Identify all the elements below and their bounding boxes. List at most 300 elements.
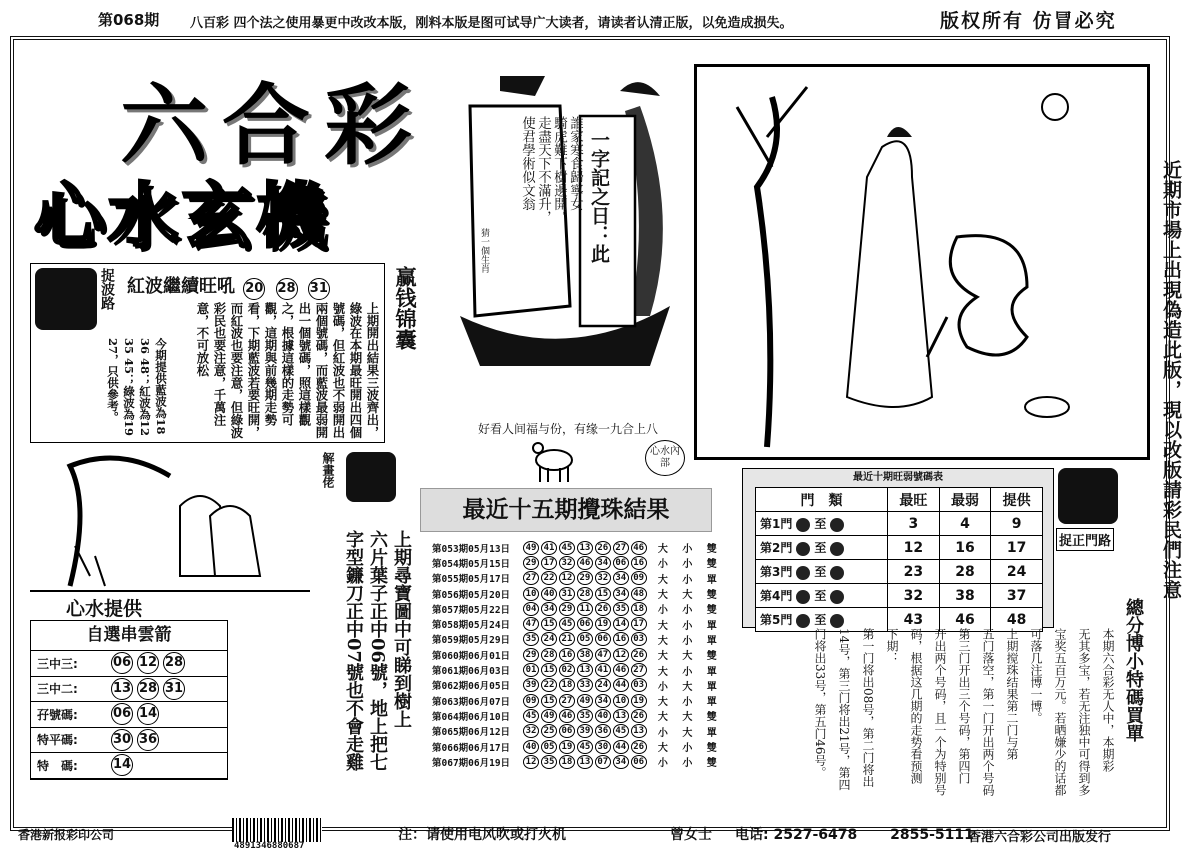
results-row bbox=[432, 754, 722, 769]
results-ball: 13 bbox=[613, 709, 629, 723]
catch-wave-label: 捉波路 bbox=[99, 268, 115, 310]
results-period: 第055期05月17日 bbox=[432, 574, 511, 586]
contact-name: 曾女士 bbox=[670, 827, 712, 843]
results-size-label: 單 bbox=[706, 620, 717, 632]
range-ball-icon bbox=[796, 566, 810, 580]
headline-number: 31 bbox=[308, 278, 330, 300]
poem-line: 騎虎難下樹邊開。 bbox=[551, 116, 567, 224]
results-size-label: 大 bbox=[657, 635, 668, 647]
general-line: 无其多宝，若无注独中可得到多 bbox=[1077, 628, 1091, 796]
results-table bbox=[432, 540, 722, 769]
results-ball: 18 bbox=[559, 755, 575, 769]
results-ball: 06 bbox=[613, 556, 629, 570]
general-line: 开出两个号码，且一个为特别号 bbox=[933, 628, 947, 796]
xinshui-row bbox=[31, 728, 227, 754]
range-ball-icon bbox=[796, 542, 810, 556]
results-period: 第054期05月15日 bbox=[432, 558, 511, 570]
stats-header: 最旺 bbox=[888, 488, 940, 512]
results-ball: 19 bbox=[559, 740, 575, 754]
stats-give: 37 bbox=[991, 584, 1043, 608]
issue-number: 第068期 bbox=[98, 11, 160, 29]
results-row bbox=[432, 647, 722, 662]
results-ball: 29 bbox=[523, 556, 539, 570]
results-size-label: 小 bbox=[657, 758, 668, 770]
results-size-label: 小 bbox=[682, 574, 693, 586]
results-ball: 32 bbox=[559, 556, 575, 570]
results-size-label: 雙 bbox=[706, 590, 717, 602]
results-ball: 12 bbox=[613, 648, 629, 662]
stats-min: 38 bbox=[939, 584, 991, 608]
general-line: 门将出33号，第五门46号。 bbox=[813, 628, 827, 779]
arc-text: 好看人间福与份，有缘一九合上八 bbox=[477, 422, 658, 436]
results-row bbox=[432, 662, 722, 677]
results-ball: 07 bbox=[595, 755, 611, 769]
results-ball: 22 bbox=[541, 571, 557, 585]
results-size-label: 雙 bbox=[706, 544, 717, 556]
results-ball: 46 bbox=[631, 541, 647, 555]
header-bar bbox=[0, 0, 1190, 36]
results-size-label: 雙 bbox=[706, 605, 717, 617]
poem-line: 走盡天下不滿升， bbox=[535, 116, 551, 224]
results-ball: 34 bbox=[595, 694, 611, 708]
results-period: 第058期05月24日 bbox=[432, 620, 511, 632]
results-ball: 34 bbox=[541, 602, 557, 616]
results-ball: 40 bbox=[595, 709, 611, 723]
results-ball: 06 bbox=[577, 617, 593, 631]
results-ball: 09 bbox=[631, 571, 647, 585]
results-ball: 06 bbox=[595, 632, 611, 646]
results-size-label: 大 bbox=[682, 651, 693, 663]
results-ball: 16 bbox=[559, 648, 575, 662]
results-ball: 33 bbox=[577, 678, 593, 692]
range-ball-icon bbox=[830, 542, 844, 556]
results-ball: 44 bbox=[613, 678, 629, 692]
results-ball: 27 bbox=[523, 571, 539, 585]
results-ball: 27 bbox=[631, 663, 647, 677]
door-label: 第2門 bbox=[760, 541, 793, 555]
results-size-label: 雙 bbox=[706, 651, 717, 663]
results-ball: 27 bbox=[613, 541, 629, 555]
stats-give: 9 bbox=[991, 512, 1043, 536]
stats-door bbox=[756, 584, 888, 608]
results-ball: 13 bbox=[631, 724, 647, 738]
range-to: 至 bbox=[814, 589, 827, 603]
range-ball-icon bbox=[830, 590, 844, 604]
poem-note: 猜一個生肖 bbox=[479, 228, 489, 273]
contact-phones bbox=[735, 824, 974, 844]
results-ball: 41 bbox=[541, 541, 557, 555]
results-ball: 29 bbox=[577, 571, 593, 585]
door-label: 第1門 bbox=[760, 517, 793, 531]
ship-poem bbox=[498, 116, 582, 326]
scholars-illustration bbox=[30, 446, 310, 596]
catch-wave-headline bbox=[127, 272, 332, 300]
results-row bbox=[432, 632, 722, 647]
results-row bbox=[432, 540, 722, 555]
results-ball: 40 bbox=[541, 587, 557, 601]
results-ball: 11 bbox=[577, 602, 593, 616]
results-ball: 34 bbox=[595, 556, 611, 570]
results-ball: 28 bbox=[541, 648, 557, 662]
tel-2: 2855-5111 bbox=[890, 827, 974, 843]
results-row bbox=[432, 739, 722, 754]
results-period: 第056期05月20日 bbox=[432, 589, 511, 601]
results-size-label: 小 bbox=[682, 758, 693, 770]
general-line: 下期： bbox=[885, 628, 899, 664]
results-ball: 30 bbox=[595, 740, 611, 754]
xinshui-row-label: 三中三: bbox=[37, 656, 78, 671]
results-ball: 14 bbox=[613, 617, 629, 631]
range-ball-icon bbox=[830, 614, 844, 628]
results-ball: 32 bbox=[595, 571, 611, 585]
counterfeit-warning: 近期市場上出現偽造此版，現以改版請彩民們注意 bbox=[1160, 160, 1182, 600]
stats-give: 48 bbox=[991, 608, 1043, 632]
results-size-label: 小 bbox=[682, 559, 693, 571]
results-period: 第061期06月03日 bbox=[432, 666, 511, 678]
results-ball: 19 bbox=[595, 617, 611, 631]
results-ball: 35 bbox=[523, 632, 539, 646]
results-size-label: 大 bbox=[657, 666, 668, 678]
stats-min: 4 bbox=[939, 512, 991, 536]
goat-icon bbox=[526, 430, 582, 486]
results-size-label: 單 bbox=[706, 681, 717, 693]
results-ball: 24 bbox=[541, 632, 557, 646]
results-size-label: 小 bbox=[682, 666, 693, 678]
results-size-label: 小 bbox=[682, 620, 693, 632]
range-ball-icon bbox=[830, 518, 844, 532]
publisher: 香港六合彩公司出版发行 bbox=[968, 830, 1112, 845]
results-size-label: 單 bbox=[706, 697, 717, 709]
riddle-label: 解畫佬 bbox=[321, 452, 335, 488]
results-size-label: 小 bbox=[682, 743, 693, 754]
stats-door bbox=[756, 512, 888, 536]
results-ball: 21 bbox=[559, 632, 575, 646]
footer-note: 注：请使用电风吹或打火机 bbox=[398, 827, 566, 843]
results-ball: 26 bbox=[595, 541, 611, 555]
xinshui-number: 06 bbox=[111, 652, 133, 674]
results-ball: 47 bbox=[595, 648, 611, 662]
results-ball: 29 bbox=[523, 648, 539, 662]
results-ball: 26 bbox=[631, 709, 647, 723]
barcode-graphic bbox=[232, 818, 322, 842]
stats-max: 23 bbox=[888, 560, 940, 584]
door-label: 第4門 bbox=[760, 589, 793, 603]
results-size-label: 大 bbox=[657, 651, 668, 663]
results-ball: 31 bbox=[559, 587, 575, 601]
results-ball: 39 bbox=[577, 724, 593, 738]
stats-min: 28 bbox=[939, 560, 991, 584]
results-row bbox=[432, 693, 722, 708]
results-ball: 17 bbox=[631, 617, 647, 631]
general-line: 本期六合彩无人中，本期彩 bbox=[1101, 628, 1115, 772]
stats-box bbox=[742, 468, 1054, 628]
results-ball: 45 bbox=[577, 740, 593, 754]
results-size-label: 大 bbox=[657, 544, 668, 556]
results-ball: 38 bbox=[577, 648, 593, 662]
xinshui-number: 12 bbox=[137, 652, 159, 674]
results-ball: 16 bbox=[613, 632, 629, 646]
results-ball: 36 bbox=[595, 724, 611, 738]
results-ball: 05 bbox=[577, 632, 593, 646]
general-line: 码，根据这几期的走势看预测 bbox=[909, 628, 923, 784]
xinshui-table bbox=[30, 620, 228, 780]
stats-header: 門 類 bbox=[756, 488, 888, 512]
results-ball: 44 bbox=[613, 740, 629, 754]
general-title: 總分博小特碼買單 bbox=[1123, 598, 1144, 742]
stats-give: 17 bbox=[991, 536, 1043, 560]
results-period: 第053期05月13日 bbox=[432, 543, 511, 555]
results-ball: 06 bbox=[559, 724, 575, 738]
riddle-line: 六片葉子正中06號，地上把七 bbox=[367, 530, 388, 772]
results-ball: 35 bbox=[613, 602, 629, 616]
results-ball: 12 bbox=[559, 571, 575, 585]
stats-row bbox=[756, 512, 1043, 536]
results-size-label: 小 bbox=[657, 727, 668, 739]
stats-max: 32 bbox=[888, 584, 940, 608]
poem-line: 使君學術似文翁 bbox=[519, 116, 535, 211]
results-ball: 41 bbox=[595, 663, 611, 677]
results-period: 第065期06月12日 bbox=[432, 727, 511, 739]
range-ball-icon bbox=[830, 566, 844, 580]
xinshui-row-label: 特 碼: bbox=[37, 758, 78, 773]
stats-door bbox=[756, 560, 888, 584]
results-ball: 46 bbox=[613, 663, 629, 677]
headline-number: 20 bbox=[243, 278, 265, 300]
stats-min: 46 bbox=[939, 608, 991, 632]
results-ball: 49 bbox=[523, 541, 539, 555]
riddle-icon bbox=[346, 452, 396, 502]
results-size-label: 小 bbox=[657, 559, 668, 571]
stats-title: 最近十期旺弱號碼表 bbox=[853, 472, 943, 483]
results-ball: 45 bbox=[559, 541, 575, 555]
barcode-number: 4891346880687 bbox=[234, 841, 305, 851]
results-size-label: 大 bbox=[657, 697, 668, 709]
xinshui-number: 14 bbox=[111, 754, 133, 776]
results-ball: 04 bbox=[523, 602, 539, 616]
riddle-line: 字型鐮刀正中07號也不會走雞 bbox=[343, 530, 364, 772]
footer bbox=[0, 818, 1190, 854]
results-ball: 10 bbox=[523, 587, 539, 601]
results-size-label: 大 bbox=[682, 681, 693, 693]
results-ball: 45 bbox=[523, 709, 539, 723]
results-ball: 15 bbox=[541, 694, 557, 708]
results-ball: 13 bbox=[577, 663, 593, 677]
results-size-label: 小 bbox=[682, 697, 693, 709]
ship-poem-title: 一字記之日：此 bbox=[588, 130, 610, 263]
results-size-label: 雙 bbox=[706, 559, 717, 571]
results-ball: 17 bbox=[541, 556, 557, 570]
range-ball-icon bbox=[796, 614, 810, 628]
poem-line: 誰家寒食歸寧女 bbox=[567, 116, 583, 211]
results-size-label: 大 bbox=[682, 712, 693, 724]
catch-wave-icon bbox=[35, 268, 97, 330]
results-ball: 09 bbox=[523, 694, 539, 708]
results-ball: 19 bbox=[631, 694, 647, 708]
results-ball: 12 bbox=[523, 755, 539, 769]
stats-door bbox=[756, 536, 888, 560]
range-to: 至 bbox=[814, 565, 827, 579]
results-size-label: 大 bbox=[657, 574, 668, 586]
results-period: 第064期06月10日 bbox=[432, 711, 511, 723]
xinshui-number: 28 bbox=[137, 678, 159, 700]
range-ball-icon bbox=[796, 518, 810, 532]
results-ball: 13 bbox=[577, 541, 593, 555]
results-size-label: 大 bbox=[682, 727, 693, 739]
stats-table bbox=[755, 487, 1043, 632]
results-period: 第063期06月07日 bbox=[432, 696, 511, 708]
results-ball: 10 bbox=[613, 694, 629, 708]
stats-row bbox=[756, 560, 1043, 584]
results-ball: 26 bbox=[595, 602, 611, 616]
lady-picture-frame bbox=[694, 64, 1150, 460]
stats-give: 24 bbox=[991, 560, 1043, 584]
xinshui-row bbox=[31, 677, 227, 703]
general-line: 可落几注博一博。 bbox=[1029, 628, 1043, 724]
results-ball: 34 bbox=[613, 571, 629, 585]
door-label: 第3門 bbox=[760, 565, 793, 579]
results-row bbox=[432, 708, 722, 723]
xinshui-row bbox=[31, 753, 227, 779]
results-size-label: 雙 bbox=[706, 758, 717, 770]
results-ball: 49 bbox=[577, 694, 593, 708]
results-ball: 26 bbox=[631, 740, 647, 754]
results-size-label: 大 bbox=[657, 712, 668, 724]
results-size-label: 小 bbox=[682, 605, 693, 617]
results-ball: 15 bbox=[541, 663, 557, 677]
results-size-label: 小 bbox=[657, 605, 668, 617]
results-ball: 46 bbox=[559, 709, 575, 723]
xinshui-number: 36 bbox=[137, 729, 159, 751]
printer: 香港新报彩印公司 bbox=[18, 828, 115, 842]
results-ball: 49 bbox=[541, 709, 557, 723]
results-ball: 16 bbox=[631, 556, 647, 570]
results-row bbox=[432, 571, 722, 586]
results-ball: 32 bbox=[523, 724, 539, 738]
results-period: 第066期06月17日 bbox=[432, 742, 511, 754]
results-title: 最近十五期攪珠結果 bbox=[420, 488, 712, 532]
results-size-label: 大 bbox=[657, 590, 668, 602]
results-ball: 28 bbox=[577, 587, 593, 601]
results-size-label: 小 bbox=[682, 635, 693, 647]
stats-row bbox=[756, 536, 1043, 560]
general-line: 宝奖五百万元。若晒嫌少的话都 bbox=[1053, 628, 1067, 796]
general-line: 第三门开出三个号码，第四门 bbox=[957, 628, 971, 784]
catch-wave-box bbox=[30, 263, 385, 443]
header-notice: 八百彩 四个法之使用暴更中改改本版，刚料本版是图可试导广大读者，请读者认清正版，以免造成损失。 bbox=[190, 16, 793, 31]
results-row bbox=[432, 586, 722, 601]
zhengmen-label: 捉正門路 bbox=[1056, 528, 1114, 551]
xinshui-number: 31 bbox=[163, 678, 185, 700]
results-size-label: 大 bbox=[657, 743, 668, 754]
results-ball: 18 bbox=[631, 602, 647, 616]
general-line: 五门落空，第一门开出两个号码 bbox=[981, 628, 995, 796]
xinshui-number: 28 bbox=[163, 652, 185, 674]
results-size-label: 單 bbox=[706, 727, 717, 739]
general-line: 第一门将出08号，第二门将出 bbox=[861, 628, 875, 788]
stats-max: 12 bbox=[888, 536, 940, 560]
results-size-label: 單 bbox=[706, 635, 717, 647]
stats-header: 最弱 bbox=[939, 488, 991, 512]
results-size-label: 小 bbox=[682, 544, 693, 556]
copyright: 版权所有 仿冒必究 bbox=[940, 10, 1117, 32]
stats-max: 3 bbox=[888, 512, 940, 536]
results-ball: 03 bbox=[631, 678, 647, 692]
results-ball: 22 bbox=[541, 678, 557, 692]
results-row bbox=[432, 678, 722, 693]
results-ball: 25 bbox=[541, 724, 557, 738]
results-ball: 29 bbox=[559, 602, 575, 616]
results-size-label: 大 bbox=[657, 620, 668, 632]
results-ball: 15 bbox=[595, 587, 611, 601]
headline-number: 28 bbox=[276, 278, 298, 300]
results-ball: 24 bbox=[595, 678, 611, 692]
results-row bbox=[432, 724, 722, 739]
results-ball: 45 bbox=[559, 617, 575, 631]
results-ball: 03 bbox=[631, 632, 647, 646]
zhengmen-icon bbox=[1058, 468, 1118, 524]
results-row bbox=[432, 555, 722, 570]
stats-max: 43 bbox=[888, 608, 940, 632]
range-to: 至 bbox=[814, 613, 827, 627]
xinshui-row bbox=[31, 702, 227, 728]
results-period: 第062期06月05日 bbox=[432, 681, 511, 693]
stats-min: 16 bbox=[939, 536, 991, 560]
xinshui-row-label: 孖號碼: bbox=[37, 707, 78, 722]
results-ball: 34 bbox=[613, 755, 629, 769]
results-ball: 39 bbox=[523, 678, 539, 692]
headline-text: 紅波繼續旺吼 bbox=[127, 276, 235, 297]
sub-title: 心水玄機 bbox=[34, 175, 330, 257]
results-ball: 13 bbox=[577, 755, 593, 769]
results-size-label: 單 bbox=[706, 666, 717, 678]
results-ball: 35 bbox=[541, 755, 557, 769]
main-title: 六合彩 bbox=[120, 74, 427, 177]
results-period: 第059期05月29日 bbox=[432, 635, 511, 647]
results-ball: 15 bbox=[541, 617, 557, 631]
results-ball: 46 bbox=[577, 556, 593, 570]
results-ball: 02 bbox=[559, 663, 575, 677]
stats-row bbox=[756, 584, 1043, 608]
results-ball: 48 bbox=[631, 587, 647, 601]
results-ball: 05 bbox=[541, 740, 557, 754]
catch-wave-foot: 今期提供藍波為18 36 48；紅波為12 35 45；綠波為19 27，只供參考。 bbox=[106, 338, 168, 437]
tel-label: 电话: bbox=[735, 827, 769, 843]
results-period: 第067期06月19日 bbox=[432, 757, 511, 769]
results-row bbox=[432, 616, 722, 631]
xinshui-row bbox=[31, 651, 227, 677]
xinshui-number: 06 bbox=[111, 703, 133, 725]
results-ball: 47 bbox=[523, 617, 539, 631]
results-ball: 06 bbox=[631, 755, 647, 769]
door-label: 第5門 bbox=[760, 613, 793, 627]
results-ball: 45 bbox=[613, 724, 629, 738]
results-size-label: 單 bbox=[706, 574, 717, 586]
results-ball: 27 bbox=[559, 694, 575, 708]
xinshui-row-label: 三中二: bbox=[37, 682, 78, 697]
general-text bbox=[812, 628, 1118, 806]
xinshui-rows bbox=[31, 651, 227, 779]
results-size-label: 大 bbox=[682, 590, 693, 602]
lady-illustration bbox=[697, 67, 1147, 457]
results-ball: 01 bbox=[523, 663, 539, 677]
general-line: 14号，第三门将出21号，第四 bbox=[837, 628, 851, 791]
range-to: 至 bbox=[814, 517, 827, 531]
results-period: 第060期06月01日 bbox=[432, 650, 511, 662]
xinshui-row-label: 特平碼: bbox=[37, 733, 78, 748]
results-ball: 34 bbox=[613, 587, 629, 601]
ship-tag: 赢钱锦囊 bbox=[393, 266, 418, 350]
results-row bbox=[432, 601, 722, 616]
